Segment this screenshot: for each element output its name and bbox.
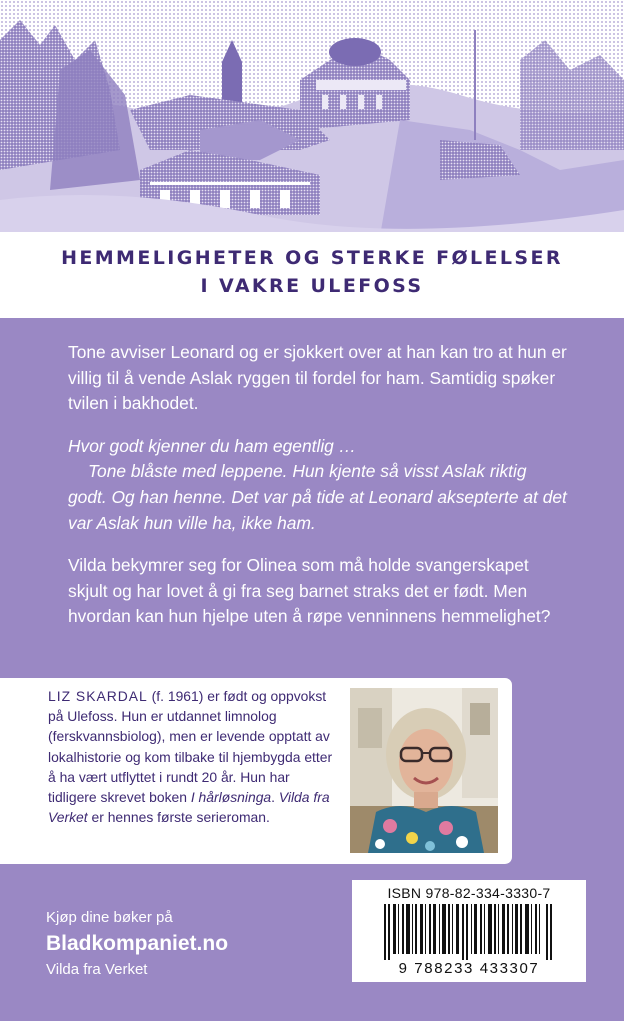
blurb-paragraph-2	[68, 434, 568, 536]
shop-line: Kjøp dine bøker på	[46, 909, 173, 926]
author-bio	[48, 686, 342, 827]
blurb-paragraph-3: Vilda bekymrer seg for Olinea som må holde svangerskapet skjult og har lovet å gi fra seg barnet straks det er født. Men hvordan kan hun hjelpe uten å røpe venninnens hemmelighet?	[68, 555, 551, 627]
author-bio-text-2: .	[271, 789, 279, 806]
blurb-paragraph-1: Tone avviser Leonard og er sjokkert over at han kan tro at hun er villig til å vende Aslak ryggen til fordel for ham. Samtidig spøker tvilen i bakhodet.	[68, 342, 567, 414]
cover-illustration-area	[0, 0, 624, 318]
barcode-box	[352, 880, 586, 982]
blurb-quote-line: Hvor godt kjenner du ham egentlig …	[68, 435, 357, 456]
series-title: Vilda fra Verket	[48, 789, 330, 826]
headline-line-1: HEMMELIGHETER OG STERKE FØLELSER	[61, 247, 563, 269]
barcode-digits: 9 788233 433307	[398, 960, 540, 977]
headline-line-2: I VAKRE ULEFOSS	[200, 275, 424, 297]
author-name: LIZ SKARDAL	[48, 688, 148, 704]
author-bio-text-1: (f. 1961) er født og oppvokst på Ulefoss. Hun er utdannet limnolog (ferskvannsbiolog), men er levende opptatt av lokalhistorie og kom tilbake til hjembygda etter å ha vært utflyttet i rundt 20 år. Hun har tidligere skrevet boken	[48, 688, 333, 806]
barcode-icon	[384, 904, 554, 960]
portrait-illustration	[350, 688, 498, 853]
headline	[0, 244, 624, 300]
isbn-label: ISBN 978-82-334-3330-7	[387, 885, 551, 901]
shop-website: Bladkompaniet.no	[46, 932, 229, 955]
blurb-quote-rest: Tone blåste med leppene. Hun kjente så visst Aslak riktig godt. Og han henne. Det var på tide at Leonard aksepterte at det var Aslak hun ville ha, ikke ham.	[68, 461, 567, 533]
previous-book-title: I hårløsninga	[190, 789, 272, 806]
author-bio-text-3: er hennes første serieroman.	[87, 809, 270, 826]
blurb	[68, 340, 568, 630]
shop-info	[46, 908, 228, 980]
series-name: Vilda fra Verket	[46, 961, 148, 978]
author-portrait-photo	[350, 688, 498, 853]
